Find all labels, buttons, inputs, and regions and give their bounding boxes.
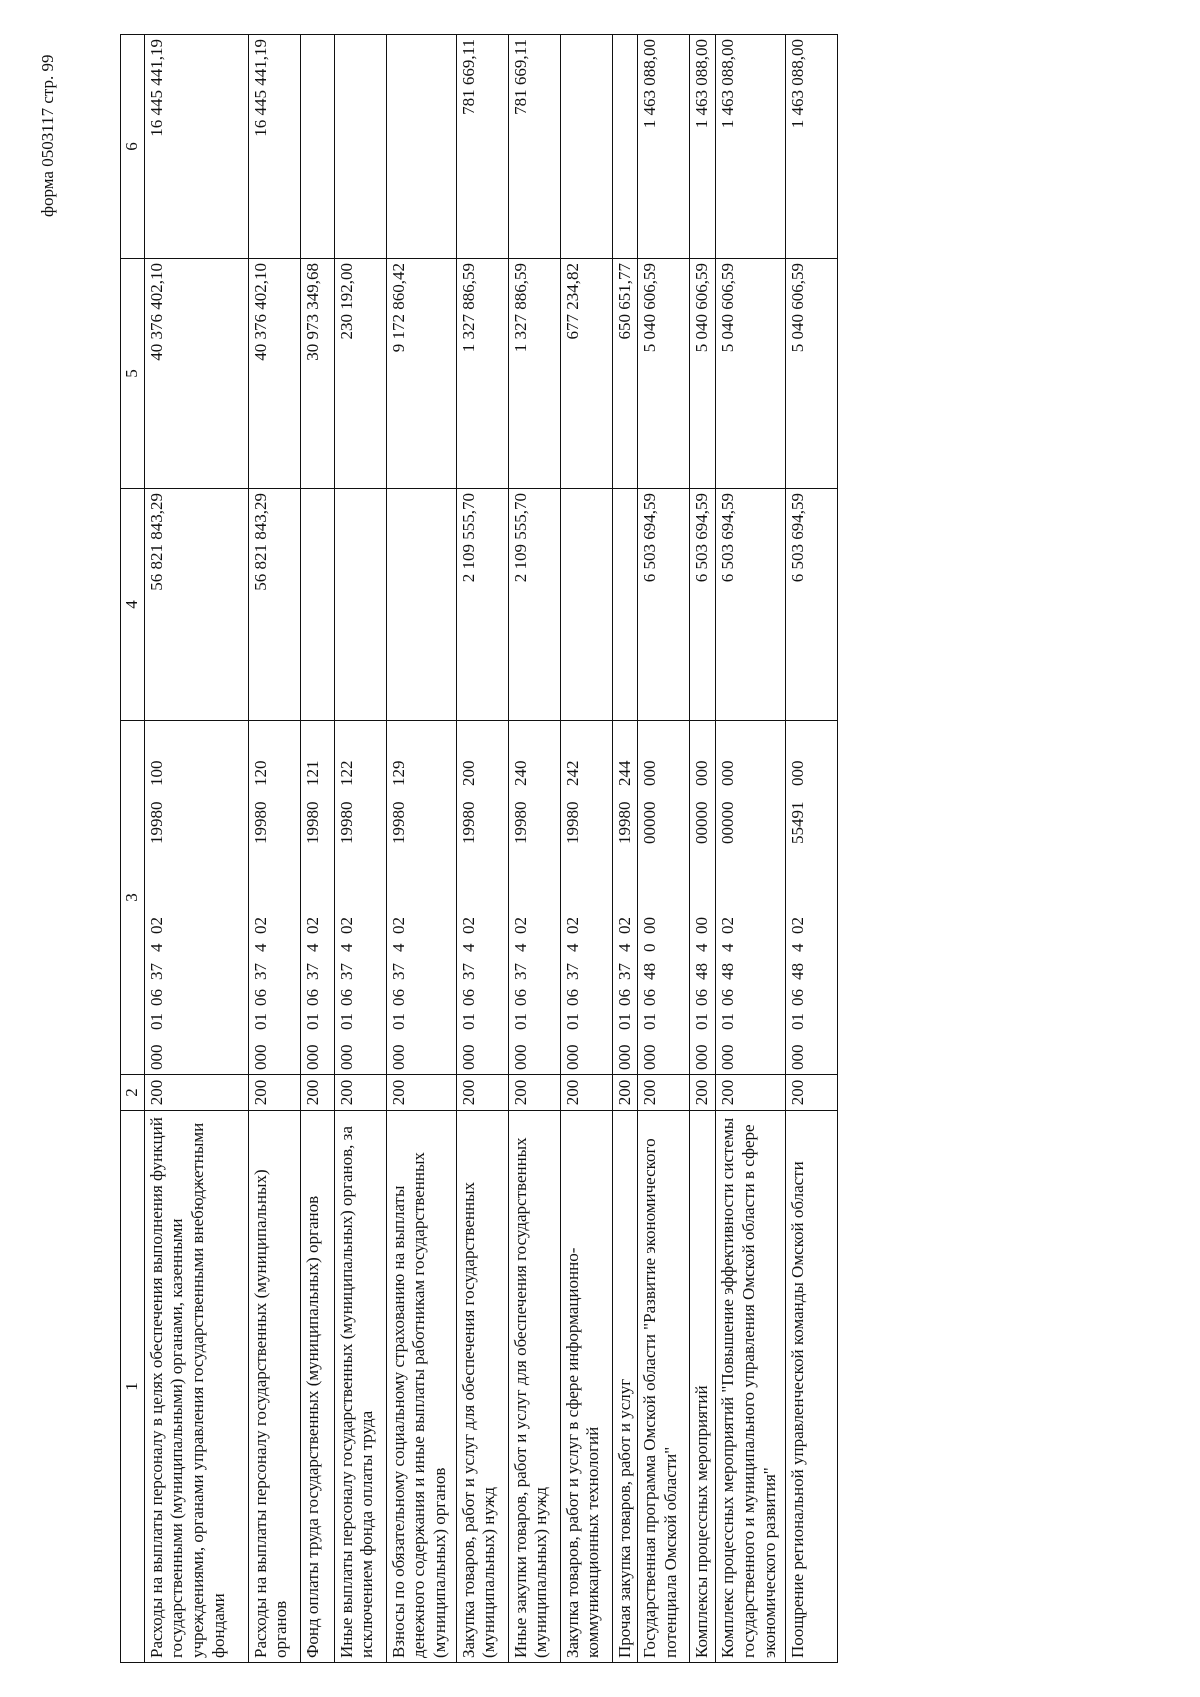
code-segment: 01 bbox=[336, 1013, 356, 1030]
table-row bbox=[144, 35, 248, 1663]
unexecuted-amount-cell bbox=[334, 35, 386, 259]
code-segment: 100 bbox=[146, 760, 166, 786]
table-row bbox=[612, 35, 638, 1663]
code-segment: 37 bbox=[388, 963, 408, 980]
column-number-row bbox=[121, 35, 145, 1663]
code-segment: 000 bbox=[788, 760, 808, 786]
code-segment: 37 bbox=[614, 963, 634, 980]
code-segment: 000 bbox=[692, 760, 712, 786]
code-segments bbox=[718, 725, 739, 1070]
code-segment: 06 bbox=[562, 989, 582, 1006]
code-segment: 02 bbox=[146, 917, 166, 934]
code-segment: 19980 bbox=[302, 801, 322, 844]
unexecuted-amount-cell: 781 669,11 bbox=[456, 35, 508, 259]
code-segment: 02 bbox=[388, 917, 408, 934]
code-segments bbox=[788, 725, 809, 1070]
code-segment: 02 bbox=[562, 917, 582, 934]
column-number: 3 bbox=[121, 721, 145, 1075]
code-segment: 19980 bbox=[614, 801, 634, 844]
code-segment: 000 bbox=[614, 1044, 634, 1070]
code-segment: 06 bbox=[718, 989, 738, 1006]
table-row bbox=[456, 35, 508, 1663]
code-segment: 00000 bbox=[640, 801, 660, 844]
budget-classification-code-cell bbox=[144, 721, 248, 1075]
code-segment: 01 bbox=[640, 1013, 660, 1030]
unexecuted-amount-cell: 1 463 088,00 bbox=[638, 35, 690, 259]
approved-amount-cell bbox=[612, 489, 638, 721]
code-segment: 01 bbox=[388, 1013, 408, 1030]
approved-amount-cell: 2 109 555,70 bbox=[456, 489, 508, 721]
approved-amount-cell: 56 821 843,29 bbox=[144, 489, 248, 721]
code-segment: 200 bbox=[458, 760, 478, 786]
line-code-cell: 200 bbox=[638, 1075, 690, 1111]
executed-amount-cell: 5 040 606,59 bbox=[690, 259, 716, 489]
executed-amount-cell: 40 376 402,10 bbox=[248, 259, 300, 489]
budget-classification-code-cell bbox=[612, 721, 638, 1075]
code-segment: 00000 bbox=[718, 801, 738, 844]
code-segment: 129 bbox=[388, 760, 408, 786]
table-row bbox=[386, 35, 456, 1663]
code-segment: 000 bbox=[640, 1044, 660, 1070]
table-row bbox=[300, 35, 334, 1663]
executed-amount-cell: 1 327 886,59 bbox=[508, 259, 560, 489]
code-segment: 4 bbox=[388, 943, 408, 952]
code-segments bbox=[389, 725, 410, 1070]
table-row bbox=[638, 35, 690, 1663]
code-segment: 4 bbox=[302, 943, 322, 952]
code-segment: 06 bbox=[788, 989, 808, 1006]
approved-amount-cell: 2 109 555,70 bbox=[508, 489, 560, 721]
column-number: 1 bbox=[121, 1111, 145, 1663]
code-segment: 01 bbox=[302, 1013, 322, 1030]
code-segment: 01 bbox=[250, 1013, 270, 1030]
budget-classification-code-cell bbox=[638, 721, 690, 1075]
code-segment: 37 bbox=[562, 963, 582, 980]
code-segment: 02 bbox=[458, 917, 478, 934]
code-segment: 48 bbox=[640, 963, 660, 980]
code-segments bbox=[511, 725, 532, 1070]
code-segments bbox=[615, 725, 636, 1070]
expense-name-cell: Взносы по обязательному социальному страхованию на выплаты денежного содержания и иные выплаты работникам государственных (муниципальных) органов bbox=[386, 1111, 456, 1663]
line-code-cell: 200 bbox=[716, 1075, 786, 1111]
code-segment: 48 bbox=[692, 963, 712, 980]
table-row bbox=[248, 35, 300, 1663]
approved-amount-cell: 56 821 843,29 bbox=[248, 489, 300, 721]
budget-classification-code-cell bbox=[300, 721, 334, 1075]
code-segment: 00 bbox=[640, 917, 660, 934]
executed-amount-cell: 230 192,00 bbox=[334, 259, 386, 489]
code-segment: 000 bbox=[692, 1044, 712, 1070]
unexecuted-amount-cell: 16 445 441,19 bbox=[144, 35, 248, 259]
code-segment: 37 bbox=[336, 963, 356, 980]
code-segment: 01 bbox=[614, 1013, 634, 1030]
code-segment: 4 bbox=[458, 943, 478, 952]
executed-amount-cell: 30 973 349,68 bbox=[300, 259, 334, 489]
code-segment: 06 bbox=[692, 989, 712, 1006]
code-segments bbox=[251, 725, 272, 1070]
line-code-cell: 200 bbox=[456, 1075, 508, 1111]
budget-execution-table bbox=[120, 34, 838, 1663]
code-segment: 4 bbox=[336, 943, 356, 952]
code-segment: 37 bbox=[510, 963, 530, 980]
executed-amount-cell: 40 376 402,10 bbox=[144, 259, 248, 489]
code-segment: 19980 bbox=[562, 801, 582, 844]
code-segment: 19980 bbox=[336, 801, 356, 844]
code-segment: 000 bbox=[718, 760, 738, 786]
code-segment: 06 bbox=[336, 989, 356, 1006]
code-segment: 01 bbox=[510, 1013, 530, 1030]
approved-amount-cell bbox=[386, 489, 456, 721]
expense-name-cell: Фонд оплаты труда государственных (муниципальных) органов bbox=[300, 1111, 334, 1663]
code-segment: 48 bbox=[788, 963, 808, 980]
code-segment: 000 bbox=[788, 1044, 808, 1070]
column-number: 6 bbox=[121, 35, 145, 259]
unexecuted-amount-cell: 781 669,11 bbox=[508, 35, 560, 259]
table-row bbox=[560, 35, 612, 1663]
line-code-cell: 200 bbox=[508, 1075, 560, 1111]
column-number: 4 bbox=[121, 489, 145, 721]
code-segment: 06 bbox=[614, 989, 634, 1006]
code-segment: 4 bbox=[510, 943, 530, 952]
code-segment: 000 bbox=[510, 1044, 530, 1070]
executed-amount-cell: 677 234,82 bbox=[560, 259, 612, 489]
expense-name-cell: Иные выплаты персоналу государственных (муниципальных) органов, за исключением фонда оплаты труда bbox=[334, 1111, 386, 1663]
table-row bbox=[334, 35, 386, 1663]
column-number: 5 bbox=[121, 259, 145, 489]
line-code-cell: 200 bbox=[560, 1075, 612, 1111]
executed-amount-cell: 1 327 886,59 bbox=[456, 259, 508, 489]
code-segment: 02 bbox=[250, 917, 270, 934]
budget-classification-code-cell bbox=[508, 721, 560, 1075]
line-code-cell: 200 bbox=[248, 1075, 300, 1111]
code-segment: 4 bbox=[718, 943, 738, 952]
code-segment: 19980 bbox=[146, 801, 166, 844]
code-segment: 000 bbox=[562, 1044, 582, 1070]
code-segment: 06 bbox=[146, 989, 166, 1006]
executed-amount-cell: 5 040 606,59 bbox=[716, 259, 786, 489]
approved-amount-cell: 6 503 694,59 bbox=[786, 489, 838, 721]
expense-name-cell: Комплексы процессных мероприятий bbox=[690, 1111, 716, 1663]
executed-amount-cell: 650 651,77 bbox=[612, 259, 638, 489]
expense-name-cell: Закупка товаров, работ и услуг для обеспечения государственных (муниципальных) нужд bbox=[456, 1111, 508, 1663]
table-row bbox=[716, 35, 786, 1663]
code-segments bbox=[303, 725, 324, 1070]
code-segment: 000 bbox=[388, 1044, 408, 1070]
code-segment: 242 bbox=[562, 760, 582, 786]
code-segment: 00 bbox=[692, 917, 712, 934]
unexecuted-amount-cell: 16 445 441,19 bbox=[248, 35, 300, 259]
table-row bbox=[508, 35, 560, 1663]
code-segment: 06 bbox=[458, 989, 478, 1006]
code-segment: 000 bbox=[458, 1044, 478, 1070]
code-segment: 19980 bbox=[458, 801, 478, 844]
code-segment: 48 bbox=[718, 963, 738, 980]
code-segment: 122 bbox=[336, 760, 356, 786]
code-segment: 02 bbox=[510, 917, 530, 934]
line-code-cell: 200 bbox=[612, 1075, 638, 1111]
budget-classification-code-cell bbox=[456, 721, 508, 1075]
code-segment: 19980 bbox=[388, 801, 408, 844]
code-segment: 000 bbox=[250, 1044, 270, 1070]
code-segment: 4 bbox=[788, 943, 808, 952]
code-segment: 244 bbox=[614, 760, 634, 786]
code-segment: 06 bbox=[250, 989, 270, 1006]
approved-amount-cell: 6 503 694,59 bbox=[716, 489, 786, 721]
code-segment: 37 bbox=[302, 963, 322, 980]
unexecuted-amount-cell: 1 463 088,00 bbox=[716, 35, 786, 259]
code-segment: 37 bbox=[146, 963, 166, 980]
code-segment: 4 bbox=[250, 943, 270, 952]
code-segment: 06 bbox=[388, 989, 408, 1006]
unexecuted-amount-cell bbox=[386, 35, 456, 259]
code-segment: 01 bbox=[458, 1013, 478, 1030]
code-segment: 000 bbox=[146, 1044, 166, 1070]
code-segment: 4 bbox=[614, 943, 634, 952]
budget-classification-code-cell bbox=[690, 721, 716, 1075]
code-segment: 120 bbox=[250, 760, 270, 786]
code-segments bbox=[692, 725, 713, 1070]
code-segments bbox=[337, 725, 358, 1070]
form-label: форма 0503117 стр. 99 bbox=[38, 54, 57, 217]
line-code-cell: 200 bbox=[690, 1075, 716, 1111]
code-segment: 000 bbox=[718, 1044, 738, 1070]
unexecuted-amount-cell: 1 463 088,00 bbox=[690, 35, 716, 259]
code-segment: 06 bbox=[640, 989, 660, 1006]
code-segment: 01 bbox=[692, 1013, 712, 1030]
code-segments bbox=[147, 725, 168, 1070]
code-segment: 02 bbox=[302, 917, 322, 934]
code-segment: 37 bbox=[250, 963, 270, 980]
code-segment: 121 bbox=[302, 760, 322, 786]
code-segment: 01 bbox=[146, 1013, 166, 1030]
budget-classification-code-cell bbox=[386, 721, 456, 1075]
approved-amount-cell: 6 503 694,59 bbox=[690, 489, 716, 721]
code-segment: 19980 bbox=[250, 801, 270, 844]
code-segment: 000 bbox=[302, 1044, 322, 1070]
executed-amount-cell: 9 172 860,42 bbox=[386, 259, 456, 489]
approved-amount-cell bbox=[300, 489, 334, 721]
line-code-cell: 200 bbox=[786, 1075, 838, 1111]
expense-name-cell: Прочая закупка товаров, работ и услуг bbox=[612, 1111, 638, 1663]
code-segment: 02 bbox=[718, 917, 738, 934]
approved-amount-cell bbox=[560, 489, 612, 721]
budget-classification-code-cell bbox=[334, 721, 386, 1075]
table-row bbox=[786, 35, 838, 1663]
unexecuted-amount-cell bbox=[300, 35, 334, 259]
code-segment: 01 bbox=[718, 1013, 738, 1030]
expense-name-cell: Иные закупки товаров, работ и услуг для обеспечения государственных (муниципальных) нужд bbox=[508, 1111, 560, 1663]
expense-name-cell: Комплекс процессных мероприятий "Повышение эффективности системы государственного и муниципального управления Омской области в сфере экономического развития" bbox=[716, 1111, 786, 1663]
code-segment: 000 bbox=[640, 760, 660, 786]
code-segment: 4 bbox=[146, 943, 166, 952]
code-segments bbox=[563, 725, 584, 1070]
code-segment: 37 bbox=[458, 963, 478, 980]
line-code-cell: 200 bbox=[144, 1075, 248, 1111]
expense-name-cell: Поощрение региональной управленческой команды Омской области bbox=[786, 1111, 838, 1663]
budget-classification-code-cell bbox=[248, 721, 300, 1075]
expense-name-cell: Расходы на выплаты персоналу в целях обеспечения выполнения функций государственными (муниципальными) органами, казенными учреждениями, органами управления государственными внебюджетными фондами bbox=[144, 1111, 248, 1663]
column-number: 2 bbox=[121, 1075, 145, 1111]
line-code-cell: 200 bbox=[386, 1075, 456, 1111]
expense-name-cell: Расходы на выплаты персоналу государственных (муниципальных) органов bbox=[248, 1111, 300, 1663]
code-segments bbox=[640, 725, 661, 1070]
table-row bbox=[690, 35, 716, 1663]
code-segment: 01 bbox=[562, 1013, 582, 1030]
executed-amount-cell: 5 040 606,59 bbox=[786, 259, 838, 489]
unexecuted-amount-cell bbox=[612, 35, 638, 259]
budget-classification-code-cell bbox=[786, 721, 838, 1075]
code-segment: 4 bbox=[692, 943, 712, 952]
code-segment: 55491 bbox=[788, 801, 808, 844]
line-code-cell: 200 bbox=[334, 1075, 386, 1111]
code-segment: 00000 bbox=[692, 801, 712, 844]
code-segment: 0 bbox=[640, 943, 660, 952]
executed-amount-cell: 5 040 606,59 bbox=[638, 259, 690, 489]
approved-amount-cell bbox=[334, 489, 386, 721]
code-segment: 02 bbox=[336, 917, 356, 934]
budget-classification-code-cell bbox=[560, 721, 612, 1075]
code-segment: 02 bbox=[788, 917, 808, 934]
code-segment: 4 bbox=[562, 943, 582, 952]
code-segment: 240 bbox=[510, 760, 530, 786]
unexecuted-amount-cell bbox=[560, 35, 612, 259]
code-segment: 000 bbox=[336, 1044, 356, 1070]
expense-name-cell: Государственная программа Омской области "Развитие экономического потенциала Омской области" bbox=[638, 1111, 690, 1663]
code-segment: 01 bbox=[788, 1013, 808, 1030]
budget-classification-code-cell bbox=[716, 721, 786, 1075]
approved-amount-cell: 6 503 694,59 bbox=[638, 489, 690, 721]
code-segments bbox=[459, 725, 480, 1070]
line-code-cell: 200 bbox=[300, 1075, 334, 1111]
code-segment: 06 bbox=[510, 989, 530, 1006]
code-segment: 02 bbox=[614, 917, 634, 934]
code-segment: 06 bbox=[302, 989, 322, 1006]
unexecuted-amount-cell: 1 463 088,00 bbox=[786, 35, 838, 259]
expense-name-cell: Закупка товаров, работ и услуг в сфере информационно-коммуникационных технологий bbox=[560, 1111, 612, 1663]
code-segment: 19980 bbox=[510, 801, 530, 844]
